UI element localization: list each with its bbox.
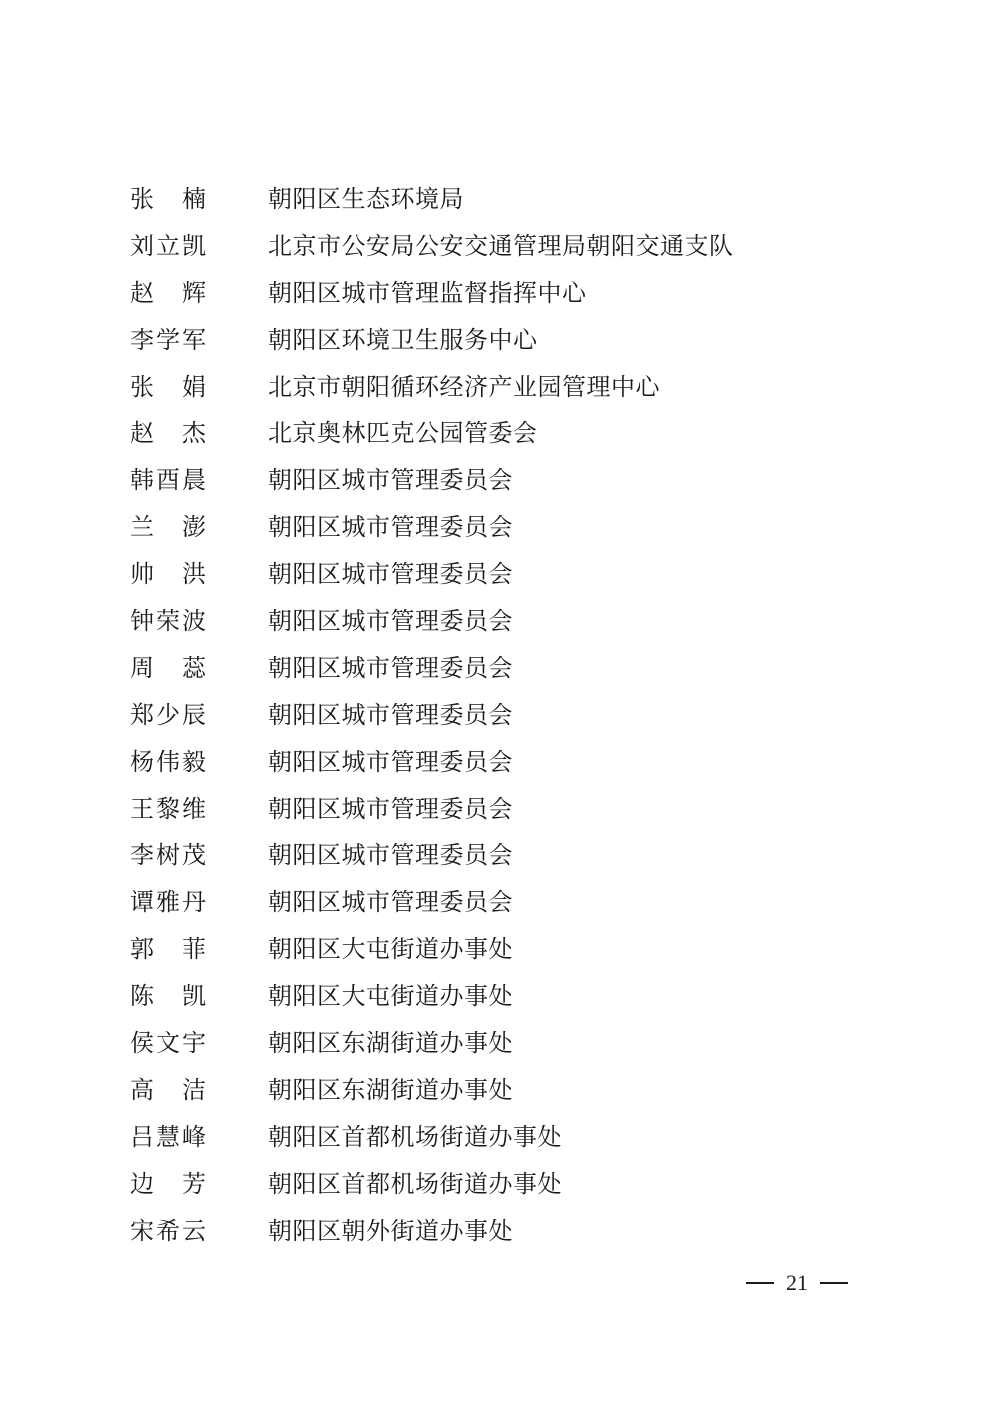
organization-name: 朝阳区城市管理监督指挥中心 — [268, 278, 587, 307]
person-name: 陈 凯 — [130, 982, 206, 1011]
organization-name: 朝阳区城市管理委员会 — [268, 841, 513, 870]
roster-row — [130, 270, 890, 317]
roster-row — [130, 317, 890, 364]
roster-row — [130, 832, 890, 879]
person-name: 王 黎 维 — [130, 794, 206, 823]
person-name: 兰 澎 — [130, 513, 206, 542]
organization-name: 朝阳区城市管理委员会 — [268, 747, 513, 776]
organization-name: 朝阳区首都机场街道办事处 — [268, 1169, 562, 1198]
organization-name: 北京奥林匹克公园管委会 — [268, 419, 538, 448]
organization-name: 朝阳区大屯街道办事处 — [268, 935, 513, 964]
person-name: 侯 文 宇 — [130, 1029, 206, 1058]
roster-row — [130, 1114, 890, 1161]
organization-name: 朝阳区东湖街道办事处 — [268, 1029, 513, 1058]
organization-name: 朝阳区城市管理委员会 — [268, 466, 513, 495]
roster-row — [130, 551, 890, 598]
roster-row — [130, 739, 890, 786]
organization-name: 朝阳区城市管理委员会 — [268, 513, 513, 542]
person-name: 赵 辉 — [130, 278, 206, 307]
organization-name: 北京市朝阳循环经济产业园管理中心 — [268, 372, 660, 401]
roster-row — [130, 410, 890, 457]
person-name: 刘 立 凯 — [130, 231, 206, 260]
person-name: 赵 杰 — [130, 419, 206, 448]
person-name: 李 树 茂 — [130, 841, 206, 870]
organization-name: 朝阳区城市管理委员会 — [268, 607, 513, 636]
roster-row — [130, 926, 890, 973]
organization-name: 朝阳区首都机场街道办事处 — [268, 1122, 562, 1151]
organization-name: 朝阳区城市管理委员会 — [268, 653, 513, 682]
roster-row — [130, 786, 890, 833]
roster-row — [130, 598, 890, 645]
organization-name: 朝阳区大屯街道办事处 — [268, 982, 513, 1011]
person-name: 帅 洪 — [130, 560, 206, 589]
person-name: 谭 雅 丹 — [130, 888, 206, 917]
organization-name: 朝阳区城市管理委员会 — [268, 700, 513, 729]
roster-row — [130, 879, 890, 926]
person-name: 边 芳 — [130, 1169, 206, 1198]
organization-name: 朝阳区东湖街道办事处 — [268, 1075, 513, 1104]
organization-name: 朝阳区城市管理委员会 — [268, 560, 513, 589]
organization-name: 朝阳区城市管理委员会 — [268, 794, 513, 823]
person-name: 钟 荣 波 — [130, 607, 206, 636]
roster-row — [130, 223, 890, 270]
page-footer — [746, 1270, 848, 1296]
roster-list — [130, 176, 890, 1254]
roster-row — [130, 457, 890, 504]
roster-row — [130, 692, 890, 739]
organization-name: 朝阳区生态环境局 — [268, 185, 464, 213]
roster-row — [130, 364, 890, 411]
person-name: 张 楠 — [130, 185, 206, 213]
roster-row — [130, 1067, 890, 1114]
roster-row — [130, 973, 890, 1020]
person-name: 杨 伟 毅 — [130, 747, 206, 776]
roster-row — [130, 1020, 890, 1067]
person-name: 郭 菲 — [130, 935, 206, 964]
person-name: 宋 希 云 — [130, 1216, 206, 1245]
roster-row — [130, 1161, 890, 1208]
footer-dash-right — [820, 1282, 848, 1284]
roster-row — [130, 176, 890, 223]
roster-row — [130, 645, 890, 692]
organization-name: 朝阳区城市管理委员会 — [268, 888, 513, 917]
person-name: 郑 少 辰 — [130, 700, 206, 729]
roster-row — [130, 504, 890, 551]
person-name: 高 洁 — [130, 1075, 206, 1104]
footer-dash-left — [746, 1282, 774, 1284]
organization-name: 朝阳区环境卫生服务中心 — [268, 325, 538, 354]
person-name: 李 学 军 — [130, 325, 206, 354]
page-number: 21 — [786, 1270, 808, 1295]
person-name: 吕 慧 峰 — [130, 1122, 206, 1151]
organization-name: 朝阳区朝外街道办事处 — [268, 1216, 513, 1245]
person-name: 周 蕊 — [130, 653, 206, 682]
person-name: 张 娟 — [130, 372, 206, 401]
organization-name: 北京市公安局公安交通管理局朝阳交通支队 — [268, 231, 734, 260]
roster-row — [130, 1208, 890, 1255]
person-name: 韩 酉 晨 — [130, 466, 206, 495]
